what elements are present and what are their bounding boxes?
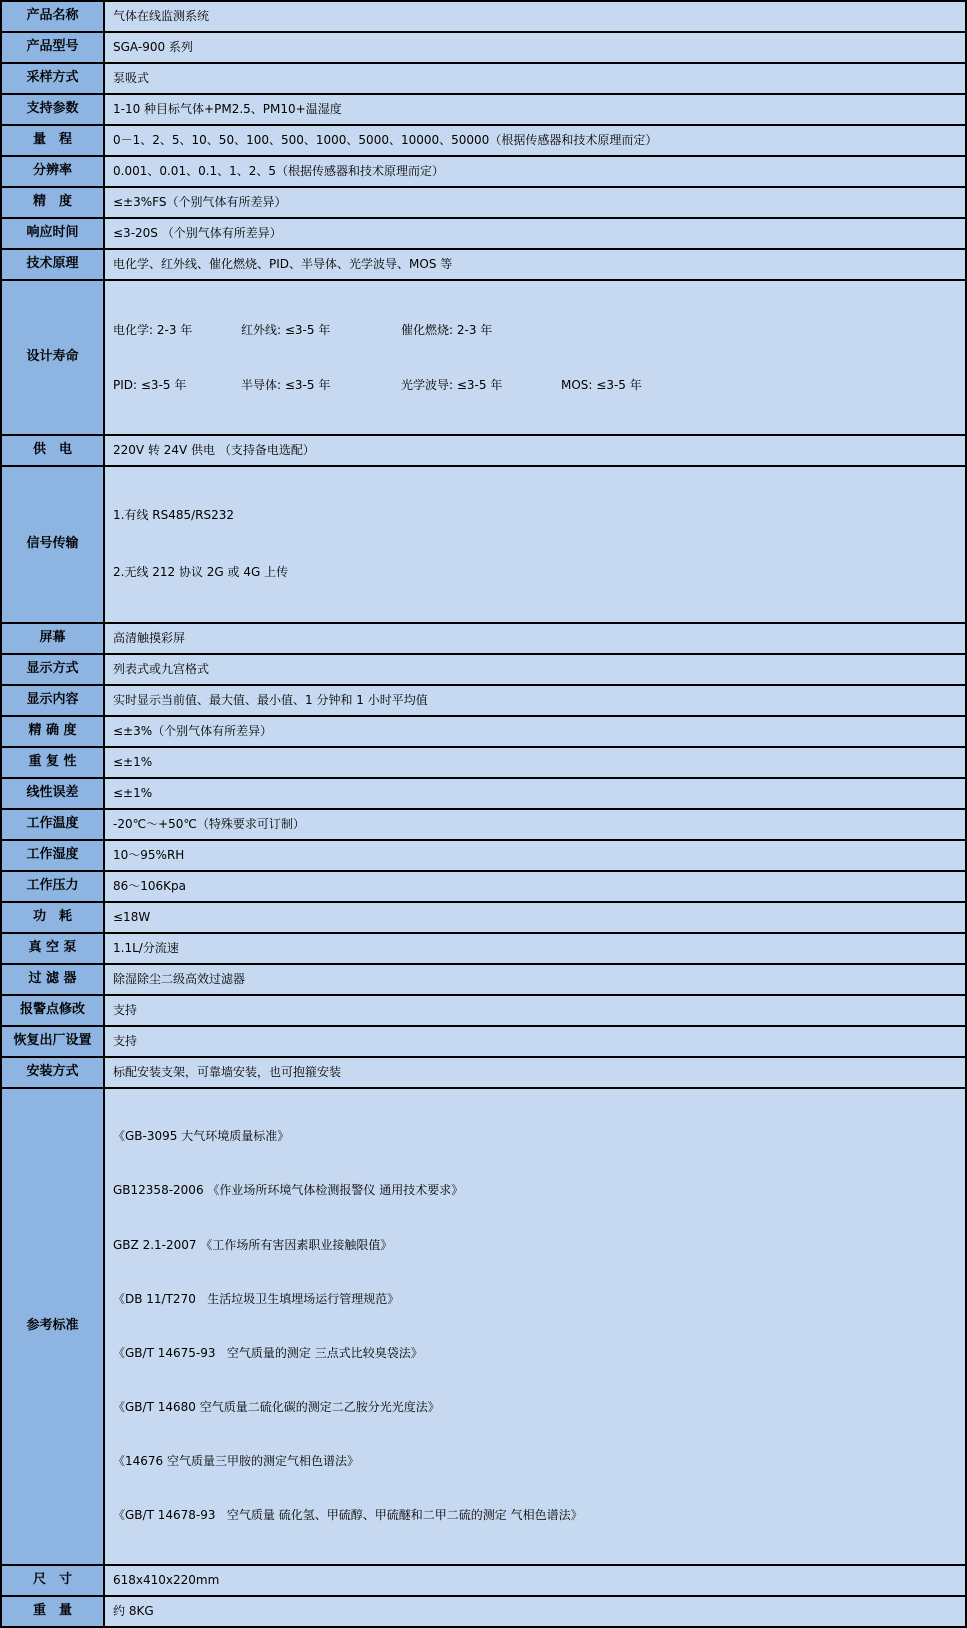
spec-value-operating-humidity: 10～95%RH bbox=[104, 840, 966, 871]
spec-value-dimensions: 618x410x220mm bbox=[104, 1565, 966, 1596]
spec-value-weight: 约 8KG bbox=[104, 1596, 966, 1627]
spec-label-reference-standards: 参考标准 bbox=[1, 1088, 104, 1565]
row-reference-standards bbox=[1, 1088, 966, 1565]
spec-label-weight: 重 量 bbox=[1, 1596, 104, 1627]
row-technology-principle bbox=[1, 249, 966, 280]
spec-label-model: 产品型号 bbox=[1, 32, 104, 63]
spec-label-precision: 精 确 度 bbox=[1, 716, 104, 747]
spec-label-power-consumption: 功 耗 bbox=[1, 902, 104, 933]
spec-value-display-content: 实时显示当前值、最大值、最小值、1 分钟和 1 小时平均值 bbox=[104, 685, 966, 716]
reference-standard-line: 《14676 空气质量三甲胺的测定气相色谱法》 bbox=[113, 1454, 359, 1469]
signal-transmission-line: 1.有线 RS485/RS232 bbox=[113, 508, 235, 523]
spec-label-filter: 过 滤 器 bbox=[1, 964, 104, 995]
spec-value-operating-pressure: 86～106Kpa bbox=[104, 871, 966, 902]
row-repeatability bbox=[1, 747, 966, 778]
row-operating-pressure bbox=[1, 871, 966, 902]
row-dimensions bbox=[1, 1565, 966, 1596]
design-life-line2 bbox=[113, 374, 957, 396]
row-response-time bbox=[1, 218, 966, 249]
reference-standard-line: 《GB-3095 大气环境质量标准》 bbox=[113, 1129, 290, 1144]
spec-value-design-life bbox=[104, 280, 966, 435]
spec-value-installation-method: 标配安装支架，可靠墙安装，也可抱箍安装 bbox=[104, 1057, 966, 1088]
row-linearity-error bbox=[1, 778, 966, 809]
row-power-consumption bbox=[1, 902, 966, 933]
spec-value-repeatability: ≤±1% bbox=[104, 747, 966, 778]
row-weight bbox=[1, 1596, 966, 1627]
design-life-item: 红外线: ≤3-5 年 bbox=[241, 322, 331, 337]
row-sampling-method bbox=[1, 63, 966, 94]
row-installation-method bbox=[1, 1057, 966, 1088]
spec-label-resolution: 分辨率 bbox=[1, 156, 104, 187]
spec-label-operating-temperature: 工作温度 bbox=[1, 809, 104, 840]
row-resolution bbox=[1, 156, 966, 187]
row-precision bbox=[1, 716, 966, 747]
row-display-content bbox=[1, 685, 966, 716]
row-display-mode bbox=[1, 654, 966, 685]
design-life-item: 电化学: 2-3 年 bbox=[113, 322, 193, 337]
reference-standard-line: 《GB/T 14680 空气质量二硫化碳的测定二乙胺分光光度法》 bbox=[113, 1400, 440, 1415]
spec-label-supported-parameters: 支持参数 bbox=[1, 94, 104, 125]
spec-value-power-consumption: ≤18W bbox=[104, 902, 966, 933]
spec-value-factory-reset: 支持 bbox=[104, 1026, 966, 1057]
reference-standard-line: 《DB 11/T270 生活垃圾卫生填埋场运行管理规范》 bbox=[113, 1291, 400, 1306]
spec-label-response-time: 响应时间 bbox=[1, 218, 104, 249]
spec-value-display-mode: 列表式或九宫格式 bbox=[104, 654, 966, 685]
design-life-line1 bbox=[113, 319, 957, 341]
spec-value-response-time: ≤3-20S （个别气体有所差异） bbox=[104, 218, 966, 249]
design-life-item: 光学波导: ≤3-5 年 bbox=[401, 378, 503, 393]
row-operating-temperature bbox=[1, 809, 966, 840]
spec-label-power-supply: 供 电 bbox=[1, 435, 104, 466]
spec-value-product-name: 气体在线监测系统 bbox=[104, 1, 966, 32]
spec-value-reference-standards bbox=[104, 1088, 966, 1565]
spec-value-power-supply: 220V 转 24V 供电 （支持备电选配） bbox=[104, 435, 966, 466]
design-life-item-empty bbox=[561, 319, 957, 341]
spec-label-operating-humidity: 工作湿度 bbox=[1, 840, 104, 871]
spec-label-display-mode: 显示方式 bbox=[1, 654, 104, 685]
spec-value-operating-temperature: -20℃～+50℃（特殊要求可订制） bbox=[104, 809, 966, 840]
spec-value-supported-parameters: 1-10 种目标气体+PM2.5、PM10+温湿度 bbox=[104, 94, 966, 125]
reference-standard-line: 《GB/T 14675-93 空气质量的测定 三点式比较臭袋法》 bbox=[113, 1345, 423, 1360]
spec-value-filter: 除湿除尘二级高效过滤器 bbox=[104, 964, 966, 995]
row-factory-reset bbox=[1, 1026, 966, 1057]
spec-value-technology-principle: 电化学、红外线、催化燃烧、PID、半导体、光学波导、MOS 等 bbox=[104, 249, 966, 280]
row-range bbox=[1, 125, 966, 156]
signal-transmission-line: 2.无线 212 协议 2G 或 4G 上传 bbox=[113, 564, 289, 579]
spec-label-operating-pressure: 工作压力 bbox=[1, 871, 104, 902]
spec-label-installation-method: 安装方式 bbox=[1, 1057, 104, 1088]
row-accuracy bbox=[1, 187, 966, 218]
spec-value-sampling-method: 泵吸式 bbox=[104, 63, 966, 94]
spec-label-factory-reset: 恢复出厂设置 bbox=[1, 1026, 104, 1057]
spec-label-dimensions: 尺 寸 bbox=[1, 1565, 104, 1596]
spec-value-precision: ≤±3%（个别气体有所差异） bbox=[104, 716, 966, 747]
spec-value-accuracy: ≤±3%FS（个别气体有所差异） bbox=[104, 187, 966, 218]
row-model bbox=[1, 32, 966, 63]
spec-label-range: 量 程 bbox=[1, 125, 104, 156]
spec-label-vacuum-pump: 真 空 泵 bbox=[1, 933, 104, 964]
row-alarm-point-modification bbox=[1, 995, 966, 1026]
row-vacuum-pump bbox=[1, 933, 966, 964]
spec-label-screen: 屏幕 bbox=[1, 623, 104, 654]
spec-label-display-content: 显示内容 bbox=[1, 685, 104, 716]
reference-standard-line: 《GB/T 14678-93 空气质量 硫化氢、甲硫醇、甲硫醚和二甲二硫的测定 气相色谱法》 bbox=[113, 1508, 583, 1523]
row-supported-parameters bbox=[1, 94, 966, 125]
reference-standard-line: GBZ 2.1-2007 《工作场所有害因素职业接触限值》 bbox=[113, 1237, 393, 1252]
spec-value-signal-transmission bbox=[104, 466, 966, 623]
design-life-item: PID: ≤3-5 年 bbox=[113, 378, 187, 393]
design-life-item: 催化燃烧: 2-3 年 bbox=[401, 322, 493, 337]
spec-value-alarm-point-modification: 支持 bbox=[104, 995, 966, 1026]
spec-value-vacuum-pump: 1.1L/分流速 bbox=[104, 933, 966, 964]
row-product-name bbox=[1, 1, 966, 32]
row-power-supply bbox=[1, 435, 966, 466]
spec-label-product-name: 产品名称 bbox=[1, 1, 104, 32]
design-life-item: 半导体: ≤3-5 年 bbox=[241, 378, 331, 393]
spec-value-model: SGA-900 系列 bbox=[104, 32, 966, 63]
row-filter bbox=[1, 964, 966, 995]
spec-value-range: 0－1、2、5、10、50、100、500、1000、5000、10000、50000（根据传感器和技术原理而定） bbox=[104, 125, 966, 156]
spec-label-repeatability: 重 复 性 bbox=[1, 747, 104, 778]
reference-standard-line: GB12358-2006 《作业场所环境气体检测报警仪 通用技术要求》 bbox=[113, 1183, 464, 1198]
row-operating-humidity bbox=[1, 840, 966, 871]
spec-label-design-life: 设计寿命 bbox=[1, 280, 104, 435]
design-life-item: MOS: ≤3-5 年 bbox=[561, 378, 642, 393]
row-signal-transmission bbox=[1, 466, 966, 623]
row-screen bbox=[1, 623, 966, 654]
spec-label-linearity-error: 线性误差 bbox=[1, 778, 104, 809]
spec-label-alarm-point-modification: 报警点修改 bbox=[1, 995, 104, 1026]
spec-label-signal-transmission: 信号传输 bbox=[1, 466, 104, 623]
row-design-life bbox=[1, 280, 966, 435]
spec-label-sampling-method: 采样方式 bbox=[1, 63, 104, 94]
spec-value-screen: 高清触摸彩屏 bbox=[104, 623, 966, 654]
spec-value-resolution: 0.001、0.01、0.1、1、2、5（根据传感器和技术原理而定） bbox=[104, 156, 966, 187]
spec-value-linearity-error: ≤±1% bbox=[104, 778, 966, 809]
spec-label-technology-principle: 技术原理 bbox=[1, 249, 104, 280]
spec-label-accuracy: 精 度 bbox=[1, 187, 104, 218]
